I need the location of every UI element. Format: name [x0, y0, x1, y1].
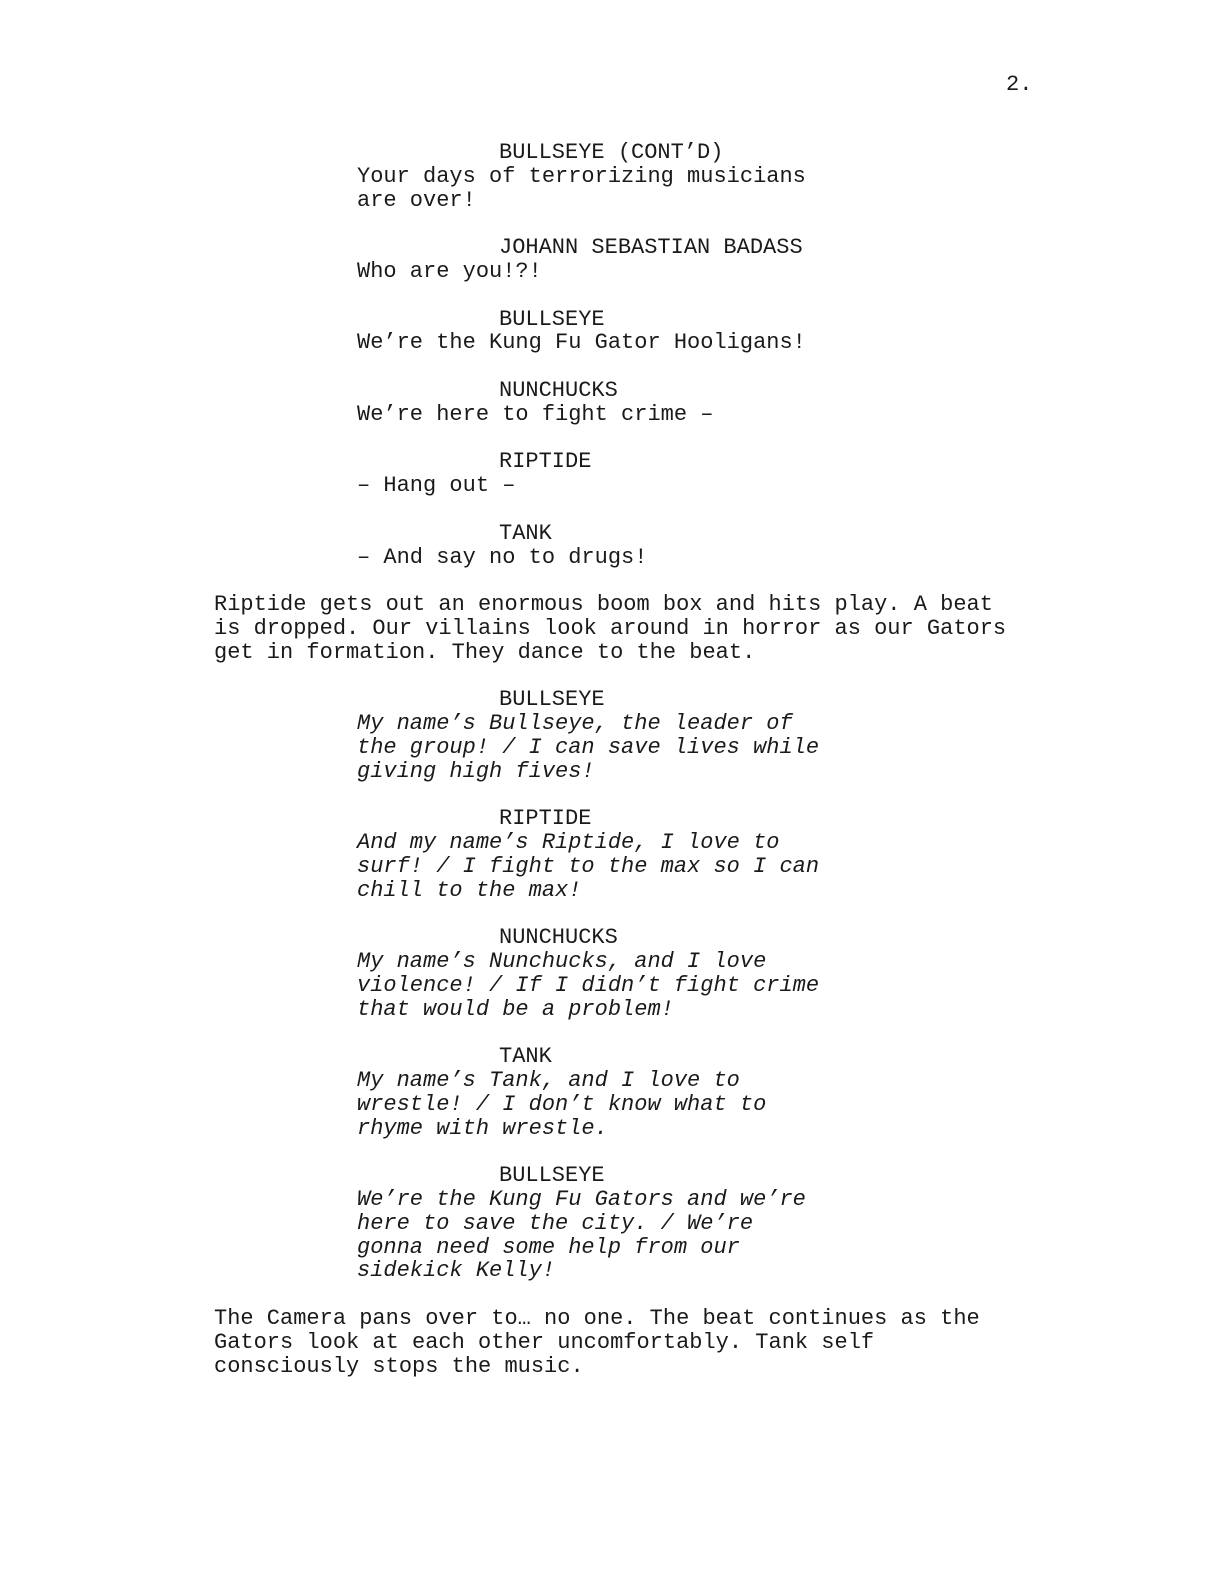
character-name: RIPTIDE	[499, 806, 592, 832]
character-name: NUNCHUCKS	[499, 925, 618, 951]
dialogue-block	[0, 141, 1224, 212]
character-name: TANK	[499, 520, 552, 546]
dialogue-block	[0, 308, 1224, 356]
dialogue-block	[0, 926, 1224, 1021]
dialogue-line: Your days of terrorizing musicians are over!	[357, 163, 806, 213]
character-name: BULLSEYE	[499, 1163, 605, 1189]
dialogue-block	[0, 450, 1224, 498]
dialogue-block	[0, 236, 1224, 284]
dialogue-block	[0, 1045, 1224, 1140]
character-name: TANK	[499, 1044, 552, 1070]
dialogue-block	[0, 807, 1224, 902]
dialogue-line: – And say no to drugs!	[357, 544, 648, 570]
action-paragraph: Riptide gets out an enormous boom box and hits play. A beat is dropped. Our villains look around in horror as our Gators get in formation. They dance to the beat.	[214, 592, 1007, 665]
character-name: JOHANN SEBASTIAN BADASS	[499, 235, 803, 261]
character-name: NUNCHUCKS	[499, 377, 618, 403]
lyric-line: We’re the Kung Fu Gators and we’re here to save the city. / We’re gonna need some help from our sidekick Kelly!	[357, 1187, 806, 1284]
dialogue-block	[0, 522, 1224, 570]
dialogue-line: We’re the Kung Fu Gator Hooligans!	[357, 330, 806, 356]
character-name: BULLSEYE	[499, 306, 605, 332]
character-name: BULLSEYE (CONT’D)	[499, 140, 724, 165]
action-paragraph: The Camera pans over to… no one. The beat continues as the Gators look at each other uncomfortably. Tank self consciously stops the music.	[214, 1306, 980, 1379]
character-name: BULLSEYE	[499, 687, 605, 713]
character-name: RIPTIDE	[499, 449, 592, 475]
dialogue-line: – Hang out –	[357, 473, 516, 499]
lyric-line: And my name’s Riptide, I love to surf! / I fight to the max so I can chill to the max!	[357, 830, 820, 903]
dialogue-block	[0, 688, 1224, 783]
dialogue-line: Who are you!?!	[357, 258, 542, 284]
lyric-line: My name’s Tank, and I love to wrestle! / I don’t know what to rhyme with wrestle.	[357, 1068, 767, 1141]
page-number: 2.	[1006, 72, 1033, 97]
lyric-line: My name’s Nunchucks, and I love violence! / If I didn’t fight crime that would be a problem!	[357, 949, 820, 1022]
script-body	[0, 141, 1224, 1402]
dialogue-block	[0, 379, 1224, 427]
dialogue-block	[0, 1164, 1224, 1283]
dialogue-line: We’re here to fight crime –	[357, 401, 714, 427]
lyric-line: My name’s Bullseye, the leader of the group! / I can save lives while giving high fives!	[357, 711, 820, 784]
